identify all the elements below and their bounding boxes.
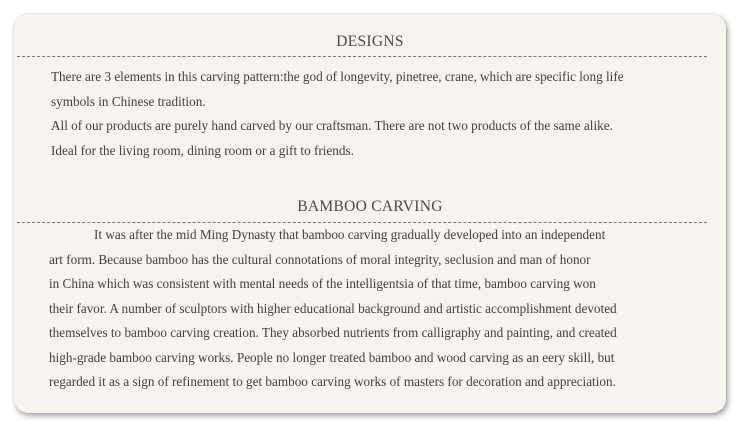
bamboo-carving-heading: BAMBOO CARVING	[297, 198, 443, 215]
bamboo-carving-paragraph	[49, 223, 617, 395]
designs-heading: DESIGNS	[336, 33, 404, 50]
content-card	[14, 14, 726, 413]
designs-paragraph	[51, 65, 624, 163]
designs-divider	[17, 56, 707, 57]
bamboo-line: themselves to bamboo carving creation. They absorbed nutrients from calligraphy and painting, and created	[49, 325, 617, 340]
bamboo-line: art form. Because bamboo has the cultural connotations of moral integrity, seclusion and man of honor	[49, 251, 591, 267]
designs-line: There are 3 elements in this carving pattern:the god of longevity, pinetree, crane, which are specific long life	[51, 69, 624, 84]
bamboo-line: regarded it as a sign of refinement to get bamboo carving works of masters for decoration and appreciation.	[49, 374, 616, 389]
bamboo-line: high-grade bamboo carving works. People no longer treated bamboo and wood carving as an eery skill, but	[49, 349, 615, 365]
designs-line: All of our products are purely hand carved by our craftsman. There are not two products of the same alike.	[51, 118, 613, 133]
designs-line: Ideal for the living room, dining room or a gift to friends.	[51, 142, 354, 158]
bamboo-line: their favor. A number of sculptors with higher educational background and artistic accomplishment devoted	[49, 300, 617, 316]
bamboo-line: in China which was consistent with mental needs of the intelligentsia of that time, bamboo carving won	[49, 276, 596, 291]
designs-line: symbols in Chinese tradition.	[51, 93, 206, 109]
bamboo-line: It was after the mid Ming Dynasty that bamboo carving gradually developed into an independent	[94, 227, 606, 242]
